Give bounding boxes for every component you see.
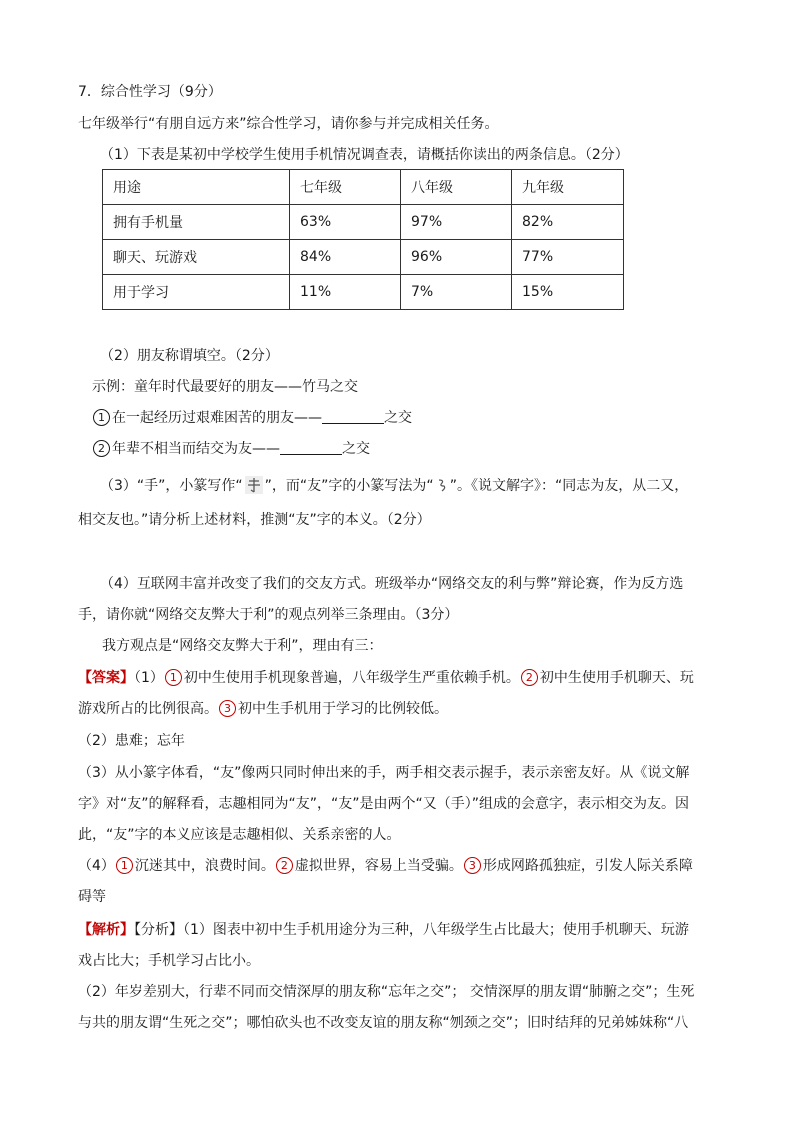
- phone-usage-table: [102, 169, 624, 310]
- circled-number: 2: [521, 669, 538, 686]
- answer-line1: [78, 668, 718, 688]
- circled-number: 1: [116, 857, 133, 874]
- text-run: ”，而“友”字的小篆写法为“: [264, 478, 434, 494]
- seal-script-you-image: [436, 476, 448, 494]
- text-run: （3）“手”，小篆写作“: [100, 478, 243, 494]
- text-run: 形成网路孤独症，引发人际关系障: [482, 858, 693, 874]
- text-run: （1）图表中初中生手机用途分为三种，八年级学生占比最大；使用手机聊天、玩游: [183, 922, 689, 938]
- analysis-line1: [78, 920, 718, 940]
- text-run: 游戏所占的比例很高。: [78, 701, 218, 717]
- answer-part4-line2: 碍等: [78, 889, 106, 905]
- table-row: [103, 275, 624, 310]
- part3-line1: [100, 476, 740, 496]
- circled-number: 2: [93, 440, 110, 457]
- part2-item-2: [92, 439, 732, 459]
- question-intro: 七年级举行“有朋自远方来”综合性学习，请你参与并完成相关任务。: [78, 116, 499, 132]
- text-run: ”。《说文解字》：“同志为友，从二又，: [449, 478, 689, 494]
- table-row: [103, 205, 624, 240]
- circled-number: 1: [93, 409, 110, 426]
- table-header-row: [103, 170, 624, 205]
- table-cell: 96%: [401, 240, 512, 275]
- table-cell: 63%: [290, 205, 401, 240]
- item-text: 年辈不相当而结交为友——: [112, 441, 280, 457]
- item-suffix: 之交: [384, 410, 412, 426]
- text-run: 初中生使用手机现象普遍，八年级学生严重依赖手机。: [183, 670, 520, 686]
- answer-part3-line3: 此，“友”字的本义应该是志趣相似、关系亲密的人。: [78, 827, 401, 843]
- item-suffix: 之交: [342, 441, 370, 457]
- table-header-cell: 八年级: [401, 170, 512, 205]
- part4-line3: 我方观点是“网络交友弊大于利”，理由有三：: [102, 638, 383, 654]
- answer-tag: 【答案】: [78, 670, 134, 686]
- table-cell: 11%: [290, 275, 401, 310]
- part4-line1: （4）互联网丰富并改变了我们的交友方式。班级举办“网络交友的利与弊”辩论赛，作为反方选: [100, 576, 684, 592]
- answer-line2: [78, 699, 718, 719]
- table-header-cell: 七年级: [290, 170, 401, 205]
- answer-part4-line1: [78, 856, 718, 876]
- text-run: 初中生使用手机聊天、玩: [539, 670, 694, 686]
- circled-number: 3: [219, 700, 236, 717]
- circled-number: 1: [165, 669, 182, 686]
- item-text: 在一起经历过艰难困苦的朋友——: [112, 410, 322, 426]
- table-cell: 82%: [512, 205, 624, 240]
- analysis-line4: 与共的朋友谓“生死之交”；哪怕砍头也不改变友谊的朋友称“刎颈之交”；旧时结拜的兄弟姊妹称“八: [78, 1015, 689, 1031]
- text-run: （1）: [134, 670, 164, 686]
- part2-prompt: （2）朋友称谓填空。（2分）: [100, 348, 279, 364]
- table-header-cell: 九年级: [512, 170, 624, 205]
- text-run: 初中生手机用于学习的比例较低。: [238, 701, 448, 717]
- analysis-tag: 【解析】: [78, 922, 134, 938]
- table-row: [103, 240, 624, 275]
- part2-item-1: [92, 408, 732, 428]
- table-cell: 拥有手机量: [103, 205, 290, 240]
- table-cell: 7%: [401, 275, 512, 310]
- answer-blank[interactable]: [280, 440, 342, 455]
- table-cell: 聊天、玩游戏: [103, 240, 290, 275]
- table-cell: 15%: [512, 275, 624, 310]
- answer-part2: （2）患难；忘年: [78, 733, 185, 749]
- analysis-line3: （2）年岁差别大，行辈不同而交情深厚的朋友称“忘年之交”； 交情深厚的朋友谓“肺腑之交”；生死: [78, 984, 695, 1000]
- part2-example: 示例：童年时代最要好的朋友——竹马之交: [92, 379, 358, 395]
- answer-part3-line1: （3）从小篆字体看，“友”像两只同时伸出来的手，两手相交表示握手，表示亲密友好。从《说文解: [78, 765, 690, 781]
- answer-blank[interactable]: [322, 409, 384, 424]
- table-cell: 97%: [401, 205, 512, 240]
- text-run: 虚拟世界，容易上当受骗。: [294, 858, 463, 874]
- part3-line2: 相交友也。”请分析上述材料，推测“友”字的本义。（2分）: [78, 512, 431, 528]
- part1-prompt: （1）下表是某初中学校学生使用手机情况调查表，请概括你读出的两条信息。（2分）: [100, 147, 629, 163]
- text-run: 沉迷其中，浪费时间。: [134, 858, 275, 874]
- part4-line2: 手，请你就“网络交友弊大于利”的观点列举三条理由。（3分）: [78, 607, 459, 623]
- circled-number: 3: [464, 857, 481, 874]
- analysis-subtag: 【分析】: [134, 922, 183, 938]
- table-cell: 用于学习: [103, 275, 290, 310]
- question-title: 7．综合性学习（9分）: [78, 84, 222, 100]
- table-header-cell: 用途: [103, 170, 290, 205]
- answer-part3-line2: 字》对“友”的解释看，志趣相同为“友”，“友”是由两个“又（手）”组成的会意字，表示相交为友。因: [78, 796, 690, 812]
- analysis-line2: 戏占比大；手机学习占比小。: [78, 953, 260, 969]
- table-cell: 77%: [512, 240, 624, 275]
- seal-script-shou-image: [245, 476, 263, 494]
- circled-number: 2: [276, 857, 293, 874]
- text-run: （4）: [78, 858, 115, 874]
- table-cell: 84%: [290, 240, 401, 275]
